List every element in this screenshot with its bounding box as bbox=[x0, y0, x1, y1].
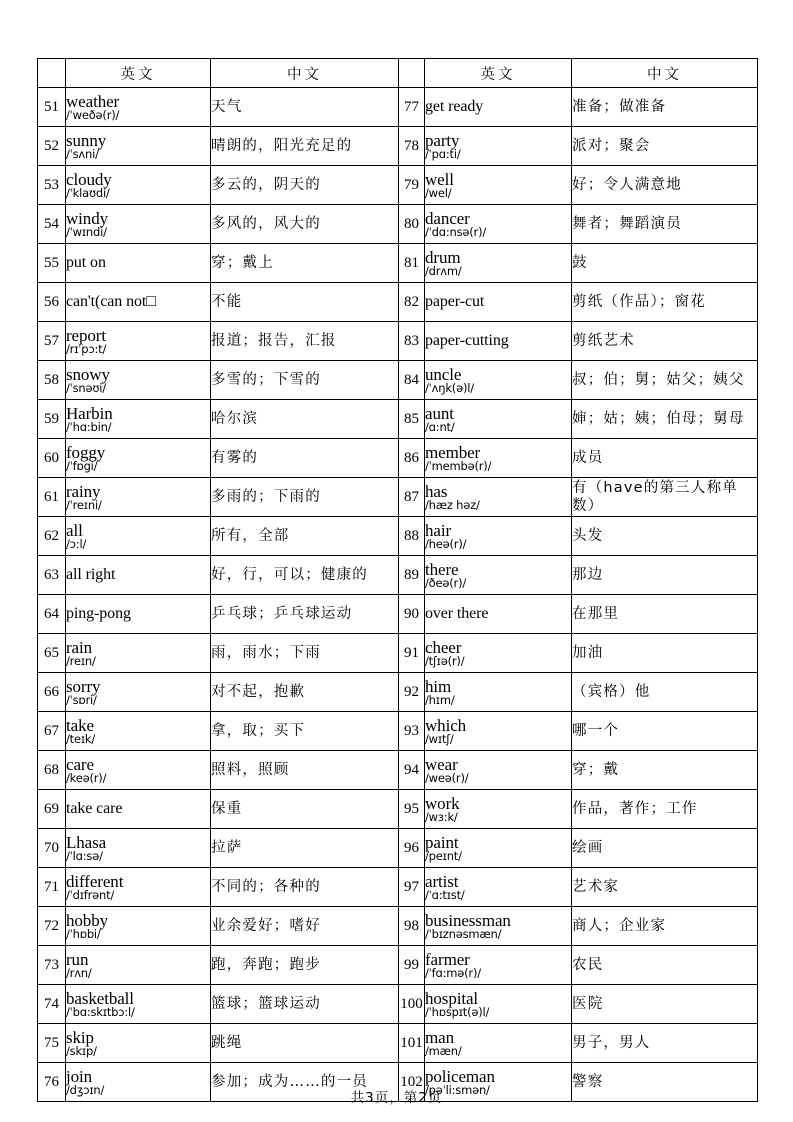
row-number: 76 bbox=[38, 1063, 66, 1102]
phonetic-transcription: /ɔ:l/ bbox=[66, 537, 87, 552]
chinese-cell: 晴朗的，阳光充足的 bbox=[211, 127, 399, 166]
english-cell bbox=[66, 88, 211, 127]
english-cell bbox=[66, 868, 211, 907]
phonetic-transcription: /skɪp/ bbox=[66, 1044, 97, 1059]
english-cell bbox=[66, 244, 211, 283]
english-cell bbox=[425, 517, 572, 556]
phonetic-transcription: /ɑ:nt/ bbox=[425, 420, 455, 435]
header-english-left: 英文 bbox=[66, 59, 211, 88]
chinese-cell: 准备；做准备 bbox=[572, 88, 758, 127]
chinese-cell: 绘画 bbox=[572, 829, 758, 868]
chinese-cell: 派对；聚会 bbox=[572, 127, 758, 166]
english-word: windy bbox=[66, 208, 109, 228]
row-number: 102 bbox=[399, 1063, 425, 1102]
header-english-right: 英文 bbox=[425, 59, 572, 88]
english-cell bbox=[66, 517, 211, 556]
table-row bbox=[38, 595, 758, 634]
english-cell bbox=[66, 946, 211, 985]
english-word: Lhasa bbox=[66, 832, 107, 852]
english-cell bbox=[425, 751, 572, 790]
english-word: hair bbox=[425, 520, 452, 540]
english-cell bbox=[425, 361, 572, 400]
english-cell bbox=[425, 595, 572, 634]
english-cell bbox=[425, 244, 572, 283]
row-number: 58 bbox=[38, 361, 66, 400]
english-word: sunny bbox=[66, 130, 107, 150]
english-cell bbox=[425, 88, 572, 127]
row-number: 87 bbox=[399, 478, 425, 517]
row-number: 84 bbox=[399, 361, 425, 400]
english-word: over there bbox=[425, 604, 489, 622]
row-number: 67 bbox=[38, 712, 66, 751]
chinese-cell: 好；令人满意地 bbox=[572, 166, 758, 205]
english-cell bbox=[66, 829, 211, 868]
phonetic-transcription: /dʒɔɪn/ bbox=[66, 1083, 105, 1098]
chinese-cell: 保重 bbox=[211, 790, 399, 829]
chinese-cell: 警察 bbox=[572, 1063, 758, 1102]
english-cell bbox=[425, 322, 572, 361]
chinese-cell: 剪纸艺术 bbox=[572, 322, 758, 361]
english-cell bbox=[425, 127, 572, 166]
header-index-right bbox=[399, 59, 425, 88]
vocabulary-table bbox=[37, 58, 758, 1102]
chinese-cell: 雨，雨水；下雨 bbox=[211, 634, 399, 673]
header-index-left bbox=[38, 59, 66, 88]
english-cell bbox=[425, 283, 572, 322]
english-cell bbox=[66, 556, 211, 595]
row-number: 86 bbox=[399, 439, 425, 478]
chinese-cell: 所有，全部 bbox=[211, 517, 399, 556]
chinese-cell: 对不起，抱歉 bbox=[211, 673, 399, 712]
english-cell bbox=[66, 985, 211, 1024]
row-number: 61 bbox=[38, 478, 66, 517]
row-number: 100 bbox=[399, 985, 425, 1024]
phonetic-transcription: /ˈfɑ:mə(r)/ bbox=[425, 966, 481, 981]
english-cell bbox=[425, 673, 572, 712]
row-number: 80 bbox=[399, 205, 425, 244]
english-cell bbox=[66, 790, 211, 829]
row-number: 69 bbox=[38, 790, 66, 829]
table-row bbox=[38, 985, 758, 1024]
header-chinese-right: 中文 bbox=[572, 59, 758, 88]
row-number: 91 bbox=[399, 634, 425, 673]
english-cell bbox=[66, 1024, 211, 1063]
chinese-cell: 男子，男人 bbox=[572, 1024, 758, 1063]
phonetic-transcription: /ˈbɑ:skɪtbɔ:l/ bbox=[66, 1005, 135, 1020]
table-body bbox=[38, 59, 758, 1102]
table-row bbox=[38, 361, 758, 400]
english-cell bbox=[425, 634, 572, 673]
english-word: there bbox=[425, 559, 459, 579]
english-cell bbox=[66, 751, 211, 790]
phonetic-transcription: /peɪnt/ bbox=[425, 849, 462, 864]
table-row bbox=[38, 673, 758, 712]
phonetic-transcription: /ˈdɑ:nsə(r)/ bbox=[425, 225, 487, 240]
phonetic-transcription: /ˈpɑ:ti/ bbox=[425, 147, 461, 162]
row-number: 62 bbox=[38, 517, 66, 556]
english-cell bbox=[425, 829, 572, 868]
row-number: 68 bbox=[38, 751, 66, 790]
table-row bbox=[38, 634, 758, 673]
row-number: 54 bbox=[38, 205, 66, 244]
chinese-cell: 乒乓球；乒乓球运动 bbox=[211, 595, 399, 634]
row-number: 101 bbox=[399, 1024, 425, 1063]
english-word: snowy bbox=[66, 364, 110, 384]
phonetic-transcription: /rɪˈpɔ:t/ bbox=[66, 342, 107, 357]
english-word: party bbox=[425, 130, 460, 150]
phonetic-transcription: /ˈmembə(r)/ bbox=[425, 459, 492, 474]
row-number: 98 bbox=[399, 907, 425, 946]
phonetic-transcription: /ˈweðə(r)/ bbox=[66, 108, 120, 123]
row-number: 83 bbox=[399, 322, 425, 361]
english-word: all bbox=[66, 520, 83, 540]
chinese-cell: 作品，著作；工作 bbox=[572, 790, 758, 829]
english-word: join bbox=[66, 1066, 93, 1086]
row-number: 79 bbox=[399, 166, 425, 205]
english-cell bbox=[425, 868, 572, 907]
table-row bbox=[38, 868, 758, 907]
english-cell bbox=[66, 166, 211, 205]
row-number: 75 bbox=[38, 1024, 66, 1063]
table-header-row bbox=[38, 59, 758, 88]
row-number: 94 bbox=[399, 751, 425, 790]
english-word: businessman bbox=[425, 910, 511, 930]
phonetic-transcription: /rʌn/ bbox=[66, 966, 92, 981]
chinese-cell: 照料，照顾 bbox=[211, 751, 399, 790]
chinese-cell: （宾格）他 bbox=[572, 673, 758, 712]
english-word: report bbox=[66, 325, 106, 345]
row-number: 93 bbox=[399, 712, 425, 751]
row-number: 97 bbox=[399, 868, 425, 907]
chinese-cell: 拿，取；买下 bbox=[211, 712, 399, 751]
phonetic-transcription: /ˈbɪznəsmæn/ bbox=[425, 927, 502, 942]
english-cell bbox=[66, 634, 211, 673]
chinese-cell: 篮球；篮球运动 bbox=[211, 985, 399, 1024]
english-cell bbox=[425, 166, 572, 205]
english-cell bbox=[66, 400, 211, 439]
row-number: 57 bbox=[38, 322, 66, 361]
english-word: all right bbox=[66, 565, 116, 583]
phonetic-transcription: /ˈhɒbi/ bbox=[66, 927, 101, 942]
phonetic-transcription: /ˈreɪni/ bbox=[66, 498, 102, 513]
english-cell bbox=[425, 556, 572, 595]
english-cell bbox=[66, 361, 211, 400]
english-word: ping-pong bbox=[66, 604, 131, 622]
english-word: put on bbox=[66, 253, 106, 271]
english-word: paper-cutting bbox=[425, 331, 509, 349]
phonetic-transcription: /ˈwɪndi/ bbox=[66, 225, 107, 240]
chinese-cell: 哪一个 bbox=[572, 712, 758, 751]
phonetic-transcription: /keə(r)/ bbox=[66, 771, 107, 786]
chinese-cell: 穿；戴上 bbox=[211, 244, 399, 283]
chinese-cell: 不同的；各种的 bbox=[211, 868, 399, 907]
page-footer: 共3页，第2页 bbox=[350, 1090, 443, 1106]
row-number: 64 bbox=[38, 595, 66, 634]
english-word: rainy bbox=[66, 481, 101, 501]
english-cell bbox=[66, 439, 211, 478]
row-number: 74 bbox=[38, 985, 66, 1024]
chinese-cell: 艺术家 bbox=[572, 868, 758, 907]
english-word: hobby bbox=[66, 910, 109, 930]
english-word: take bbox=[66, 715, 94, 735]
chinese-cell: 不能 bbox=[211, 283, 399, 322]
phonetic-transcription: /ˈsɒri/ bbox=[66, 693, 97, 708]
phonetic-transcription: /hɪm/ bbox=[425, 693, 455, 708]
english-word: weather bbox=[66, 91, 120, 111]
english-word: artist bbox=[425, 871, 459, 891]
table-row bbox=[38, 907, 758, 946]
table-row bbox=[38, 127, 758, 166]
english-word: man bbox=[425, 1027, 454, 1047]
english-word: member bbox=[425, 442, 481, 462]
english-cell bbox=[66, 712, 211, 751]
phonetic-transcription: /ˈfɒgi/ bbox=[66, 459, 98, 474]
english-word: well bbox=[425, 169, 454, 189]
row-number: 60 bbox=[38, 439, 66, 478]
row-number: 72 bbox=[38, 907, 66, 946]
phonetic-transcription: /wel/ bbox=[425, 186, 452, 201]
chinese-cell: 穿；戴 bbox=[572, 751, 758, 790]
table-row bbox=[38, 205, 758, 244]
phonetic-transcription: /ˈʌŋk(ə)l/ bbox=[425, 381, 474, 396]
row-number: 85 bbox=[399, 400, 425, 439]
row-number: 70 bbox=[38, 829, 66, 868]
phonetic-transcription: /teɪk/ bbox=[66, 732, 96, 747]
chinese-cell: 多雨的；下雨的 bbox=[211, 478, 399, 517]
chinese-cell: 多云的，阴天的 bbox=[211, 166, 399, 205]
phonetic-transcription: /heə(r)/ bbox=[425, 537, 467, 552]
chinese-cell: 哈尔滨 bbox=[211, 400, 399, 439]
english-cell bbox=[66, 595, 211, 634]
english-word: cheer bbox=[425, 637, 462, 657]
row-number: 96 bbox=[399, 829, 425, 868]
phonetic-transcription: /ˈsʌni/ bbox=[66, 147, 99, 162]
chinese-cell: 商人；企业家 bbox=[572, 907, 758, 946]
english-cell bbox=[425, 907, 572, 946]
chinese-cell: 鼓 bbox=[572, 244, 758, 283]
chinese-cell: 加油 bbox=[572, 634, 758, 673]
chinese-cell: 跳绳 bbox=[211, 1024, 399, 1063]
english-word: uncle bbox=[425, 364, 462, 384]
table-row bbox=[38, 946, 758, 985]
english-word: dancer bbox=[425, 208, 470, 228]
english-cell bbox=[66, 283, 211, 322]
row-number: 89 bbox=[399, 556, 425, 595]
english-cell bbox=[425, 985, 572, 1024]
table-row bbox=[38, 478, 758, 517]
phonetic-transcription: /drʌm/ bbox=[425, 264, 462, 279]
chinese-cell: 农民 bbox=[572, 946, 758, 985]
english-cell bbox=[66, 478, 211, 517]
chinese-cell: 医院 bbox=[572, 985, 758, 1024]
english-word: get ready bbox=[425, 97, 484, 115]
english-cell bbox=[66, 127, 211, 166]
table-row bbox=[38, 439, 758, 478]
row-number: 77 bbox=[399, 88, 425, 127]
chinese-cell: 天气 bbox=[211, 88, 399, 127]
phonetic-transcription: /ˈklaʊdi/ bbox=[66, 186, 110, 201]
english-word: work bbox=[425, 793, 460, 813]
table-row bbox=[38, 400, 758, 439]
english-cell bbox=[425, 1024, 572, 1063]
chinese-cell: 在那里 bbox=[572, 595, 758, 634]
phonetic-transcription: /mæn/ bbox=[425, 1044, 462, 1059]
chinese-cell: 婶；姑；姨；伯母；舅母 bbox=[572, 400, 758, 439]
phonetic-transcription: /ˈɑ:tɪst/ bbox=[425, 888, 465, 903]
row-number: 82 bbox=[399, 283, 425, 322]
english-word: paper-cut bbox=[425, 292, 485, 310]
row-number: 52 bbox=[38, 127, 66, 166]
phonetic-transcription: /wɜ:k/ bbox=[425, 810, 458, 825]
english-cell bbox=[425, 478, 572, 517]
english-word: rain bbox=[66, 637, 93, 657]
table-row bbox=[38, 556, 758, 595]
row-number: 73 bbox=[38, 946, 66, 985]
phonetic-transcription: /pəˈli:smən/ bbox=[425, 1083, 490, 1098]
chinese-cell: 有雾的 bbox=[211, 439, 399, 478]
row-number: 71 bbox=[38, 868, 66, 907]
row-number: 99 bbox=[399, 946, 425, 985]
english-cell bbox=[425, 439, 572, 478]
english-word: Harbin bbox=[66, 403, 113, 423]
english-cell bbox=[425, 946, 572, 985]
english-word: wear bbox=[425, 754, 458, 774]
english-word: sorry bbox=[66, 676, 101, 696]
table-row bbox=[38, 517, 758, 556]
table-row bbox=[38, 790, 758, 829]
row-number: 88 bbox=[399, 517, 425, 556]
phonetic-transcription: /weə(r)/ bbox=[425, 771, 469, 786]
vocabulary-sheet bbox=[37, 58, 757, 1102]
table-row bbox=[38, 751, 758, 790]
english-word: take care bbox=[66, 799, 123, 817]
chinese-cell: 报道；报告，汇报 bbox=[211, 322, 399, 361]
english-cell bbox=[425, 400, 572, 439]
row-number: 78 bbox=[399, 127, 425, 166]
english-word: different bbox=[66, 871, 124, 891]
english-word: policeman bbox=[425, 1066, 495, 1086]
phonetic-transcription: /ˈhɒspɪt(ə)l/ bbox=[425, 1005, 490, 1020]
chinese-cell: 剪纸（作品）；窗花 bbox=[572, 283, 758, 322]
chinese-cell: 多雪的；下雪的 bbox=[211, 361, 399, 400]
table-row bbox=[38, 244, 758, 283]
table-row bbox=[38, 829, 758, 868]
english-word: can't(can not□ bbox=[66, 292, 156, 310]
row-number: 63 bbox=[38, 556, 66, 595]
row-number: 92 bbox=[399, 673, 425, 712]
row-number: 66 bbox=[38, 673, 66, 712]
chinese-cell: 好，行，可以；健康的 bbox=[211, 556, 399, 595]
english-word: farmer bbox=[425, 949, 470, 969]
english-cell bbox=[66, 322, 211, 361]
english-word: hospital bbox=[425, 988, 479, 1008]
row-number: 59 bbox=[38, 400, 66, 439]
english-cell bbox=[66, 673, 211, 712]
row-number: 51 bbox=[38, 88, 66, 127]
row-number: 81 bbox=[399, 244, 425, 283]
english-word: aunt bbox=[425, 403, 454, 423]
english-word: has bbox=[425, 481, 448, 501]
english-word: basketball bbox=[66, 988, 134, 1008]
header-chinese-left: 中文 bbox=[211, 59, 399, 88]
phonetic-transcription: /ˈsnəʊi/ bbox=[66, 381, 106, 396]
table-row bbox=[38, 166, 758, 205]
phonetic-transcription: /wɪtʃ/ bbox=[425, 732, 454, 747]
phonetic-transcription: /hæz həz/ bbox=[425, 498, 480, 513]
english-word: drum bbox=[425, 247, 461, 267]
phonetic-transcription: /ðeə(r)/ bbox=[425, 576, 467, 591]
english-word: him bbox=[425, 676, 452, 696]
row-number: 56 bbox=[38, 283, 66, 322]
row-number: 90 bbox=[399, 595, 425, 634]
chinese-cell: 跑，奔跑；跑步 bbox=[211, 946, 399, 985]
phonetic-transcription: /reɪn/ bbox=[66, 654, 96, 669]
phonetic-transcription: /ˈlɑ:sə/ bbox=[66, 849, 103, 864]
english-word: run bbox=[66, 949, 89, 969]
english-cell bbox=[425, 790, 572, 829]
chinese-cell: 有（have的第三人称单数） bbox=[572, 478, 758, 517]
chinese-cell: 头发 bbox=[572, 517, 758, 556]
chinese-cell: 那边 bbox=[572, 556, 758, 595]
chinese-cell: 成员 bbox=[572, 439, 758, 478]
english-word: care bbox=[66, 754, 94, 774]
chinese-cell: 拉萨 bbox=[211, 829, 399, 868]
english-word: cloudy bbox=[66, 169, 112, 189]
phonetic-transcription: /tʃɪə(r)/ bbox=[425, 654, 465, 669]
table-row bbox=[38, 712, 758, 751]
phonetic-transcription: /ˈdɪfrənt/ bbox=[66, 888, 115, 903]
row-number: 95 bbox=[399, 790, 425, 829]
english-cell bbox=[66, 907, 211, 946]
english-word: paint bbox=[425, 832, 459, 852]
table-row bbox=[38, 1024, 758, 1063]
phonetic-transcription: /ˈhɑ:bin/ bbox=[66, 420, 112, 435]
english-cell bbox=[66, 205, 211, 244]
table-row bbox=[38, 88, 758, 127]
english-word: foggy bbox=[66, 442, 106, 462]
row-number: 55 bbox=[38, 244, 66, 283]
chinese-cell: 参加；成为……的一员 bbox=[211, 1063, 399, 1102]
row-number: 65 bbox=[38, 634, 66, 673]
chinese-cell: 多风的，风大的 bbox=[211, 205, 399, 244]
table-row bbox=[38, 322, 758, 361]
english-word: skip bbox=[66, 1027, 94, 1047]
english-word: which bbox=[425, 715, 467, 735]
chinese-cell: 舞者；舞蹈演员 bbox=[572, 205, 758, 244]
chinese-cell: 叔；伯；舅；姑父；姨父 bbox=[572, 361, 758, 400]
english-cell bbox=[425, 712, 572, 751]
english-cell bbox=[425, 205, 572, 244]
table-row bbox=[38, 283, 758, 322]
chinese-cell: 业余爱好；嗜好 bbox=[211, 907, 399, 946]
row-number: 53 bbox=[38, 166, 66, 205]
